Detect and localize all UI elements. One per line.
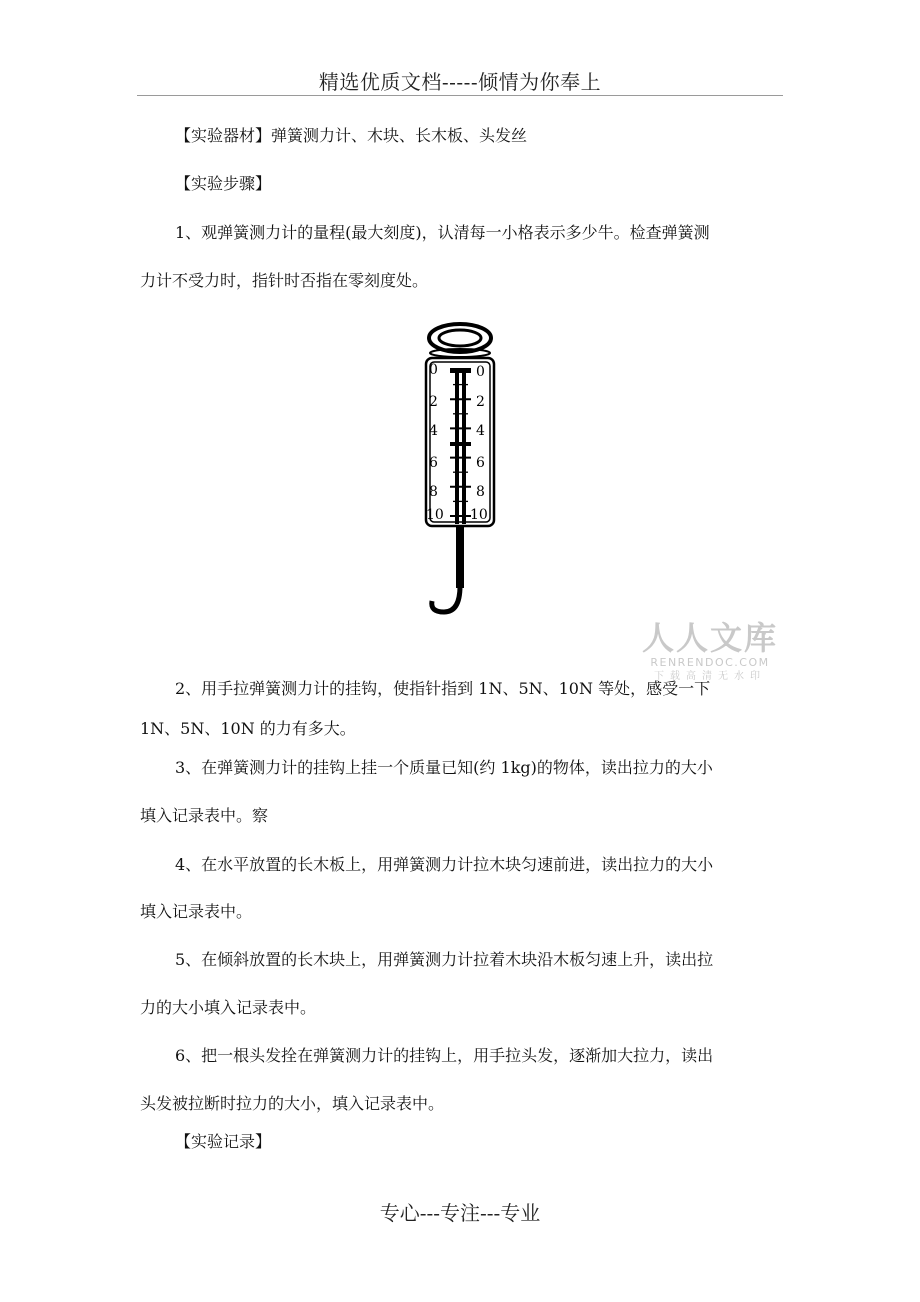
scale-label-left-6: 6 xyxy=(429,455,438,471)
scale-label-right-0: 0 xyxy=(476,364,485,380)
step-6-line-1: 6、把一根头发拴在弹簧测力计的挂钩上，用手拉头发，逐渐加大拉力，读出 xyxy=(175,1046,714,1065)
step-2-line-1: 2、用手拉弹簧测力计的挂钩，使指针指到 1N、5N、10N 等处，感受一下 xyxy=(175,679,711,698)
steps-heading: 【实验步骤】 xyxy=(175,174,272,193)
spring-scale-ring xyxy=(429,324,491,357)
watermark-url: RENRENDOC.COM xyxy=(650,656,770,669)
step-3-line-2: 填入记录表中。察 xyxy=(140,806,269,825)
step-1-line-2: 力计不受力时，指针时否指在零刻度处。 xyxy=(140,271,429,290)
record-heading: 【实验记录】 xyxy=(175,1132,272,1151)
step-2-line-2: 1N、5N、10N 的力有多大。 xyxy=(140,719,356,738)
footer-title: 专心---专注---专业 xyxy=(379,1201,541,1225)
scale-label-left-0: 0 xyxy=(429,362,438,378)
watermark xyxy=(640,620,780,684)
step-4-line-2: 填入记录表中。 xyxy=(140,902,253,921)
spring-scale-hook xyxy=(432,526,464,612)
scale-label-right-2: 2 xyxy=(476,394,485,410)
scale-ticks xyxy=(450,370,471,516)
step-5-line-2: 力的大小填入记录表中。 xyxy=(140,998,317,1017)
scale-label-left-10: 10 xyxy=(426,507,444,523)
scale-label-left-4: 4 xyxy=(429,423,438,439)
scale-label-left-2: 2 xyxy=(429,394,438,410)
step-6-line-2: 头发被拉断时拉力的大小，填入记录表中。 xyxy=(140,1094,445,1113)
scale-label-right-8: 8 xyxy=(476,484,485,500)
scale-pointer xyxy=(450,442,471,446)
watermark-logo-text: 人人文库 xyxy=(641,619,778,657)
step-3-line-1: 3、在弹簧测力计的挂钩上挂一个质量已知(约 1kg)的物体，读出拉力的大小 xyxy=(175,758,713,777)
header-divider xyxy=(137,95,783,96)
step-1-line-1: 1、观弹簧测力计的量程(最大刻度)，认清每一小格表示多少牛。检查弹簧测 xyxy=(175,223,710,242)
materials-line: 【实验器材】弹簧测力计、木块、长木板、头发丝 xyxy=(175,126,528,145)
step-4-line-1: 4、在水平放置的长木板上，用弹簧测力计拉木块匀速前进，读出拉力的大小 xyxy=(175,855,714,874)
scale-label-left-8: 8 xyxy=(429,484,438,500)
spring-scale-figure xyxy=(420,318,500,618)
step-5-line-1: 5、在倾斜放置的长木块上，用弹簧测力计拉着木块沿木板匀速上升，读出拉 xyxy=(175,950,714,969)
watermark-slogan: 下载高清无水印 xyxy=(654,671,766,682)
scale-label-right-10: 10 xyxy=(470,507,488,523)
header-title: 精选优质文档-----倾情为你奉上 xyxy=(318,70,602,94)
scale-label-right-6: 6 xyxy=(476,455,485,471)
scale-label-right-4: 4 xyxy=(476,423,485,439)
